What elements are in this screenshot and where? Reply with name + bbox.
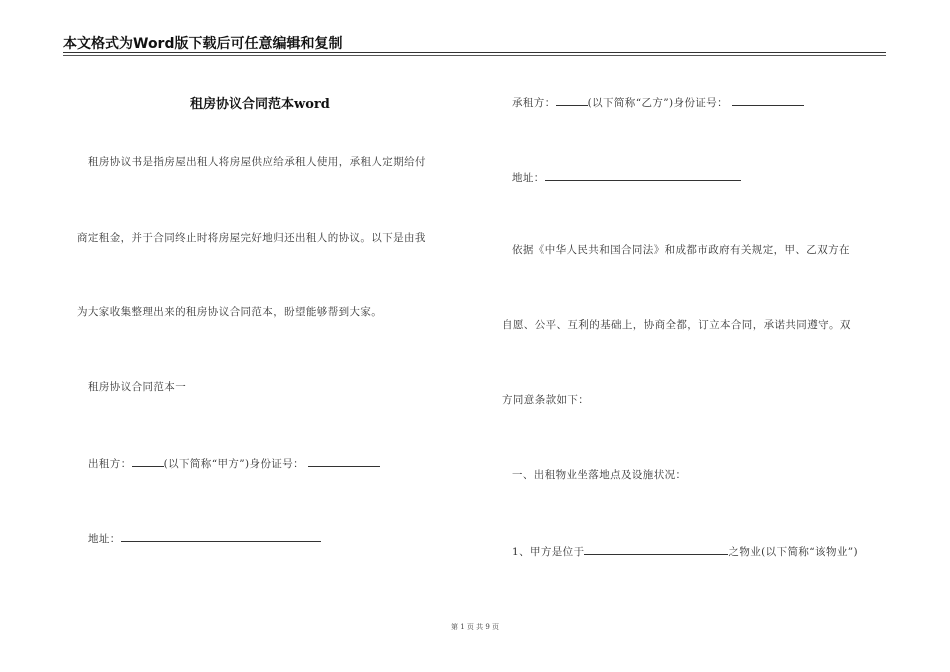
lessor-id-blank [308,455,380,467]
header-rule-thin [63,55,886,56]
lessee-address-line [512,169,741,185]
lessor-line [88,455,380,471]
intro-line-2: 商定租金，并于合同终止时将房屋完好地归还出租人的协议。以下是由我 [77,232,426,244]
basis-line-2: 自愿、公平、互利的基础上，协商全都，订立本合同，承诺共同遵守。双 [502,319,851,331]
property-location-blank [584,543,728,555]
lessor-address-line [88,530,321,546]
lessee-address-label: 地址： [512,172,545,184]
lessor-address-label: 地址： [88,533,121,545]
intro-line-3: 为大家收集整理出来的租房协议合同范本，盼望能够帮到大家。 [77,306,383,318]
item-1-suffix: 之物业(以下简称“该物业”) [728,546,859,558]
lessor-name-blank [132,455,164,467]
lessee-id-blank [732,94,804,106]
lessee-name-blank [556,94,588,106]
lessor-label: 出租方： [88,458,132,470]
header-rule [63,52,886,53]
item-1-prefix: 1、甲方是位于 [512,546,585,558]
lessee-mid: (以下简称“乙方”)身份证号： [587,97,729,109]
document-header: 本文格式为Word版下载后可任意编辑和复制 [63,36,343,52]
basis-line-1: 依据《中华人民共和国合同法》和成都市政府有关规定，甲、乙双方在 [512,244,850,256]
lessee-line [512,94,804,110]
page-number: 第 1 页 共 9 页 [450,623,500,631]
lessee-label: 承租方： [512,97,556,109]
document-title: 租房协议合同范本word [190,97,330,112]
item-1-line [512,543,858,559]
lessor-address-blank [121,530,321,542]
sample-heading: 租房协议合同范本一 [88,381,187,393]
section-1-heading: 一、出租物业坐落地点及设施状况： [512,469,687,481]
intro-line-1: 租房协议书是指房屋出租人将房屋供应给承租人使用，承租人定期给付 [88,156,426,168]
lessor-mid: (以下简称“甲方”)身份证号： [163,458,305,470]
lessee-address-blank [545,169,741,181]
basis-line-3: 方同意条款如下： [502,394,590,406]
